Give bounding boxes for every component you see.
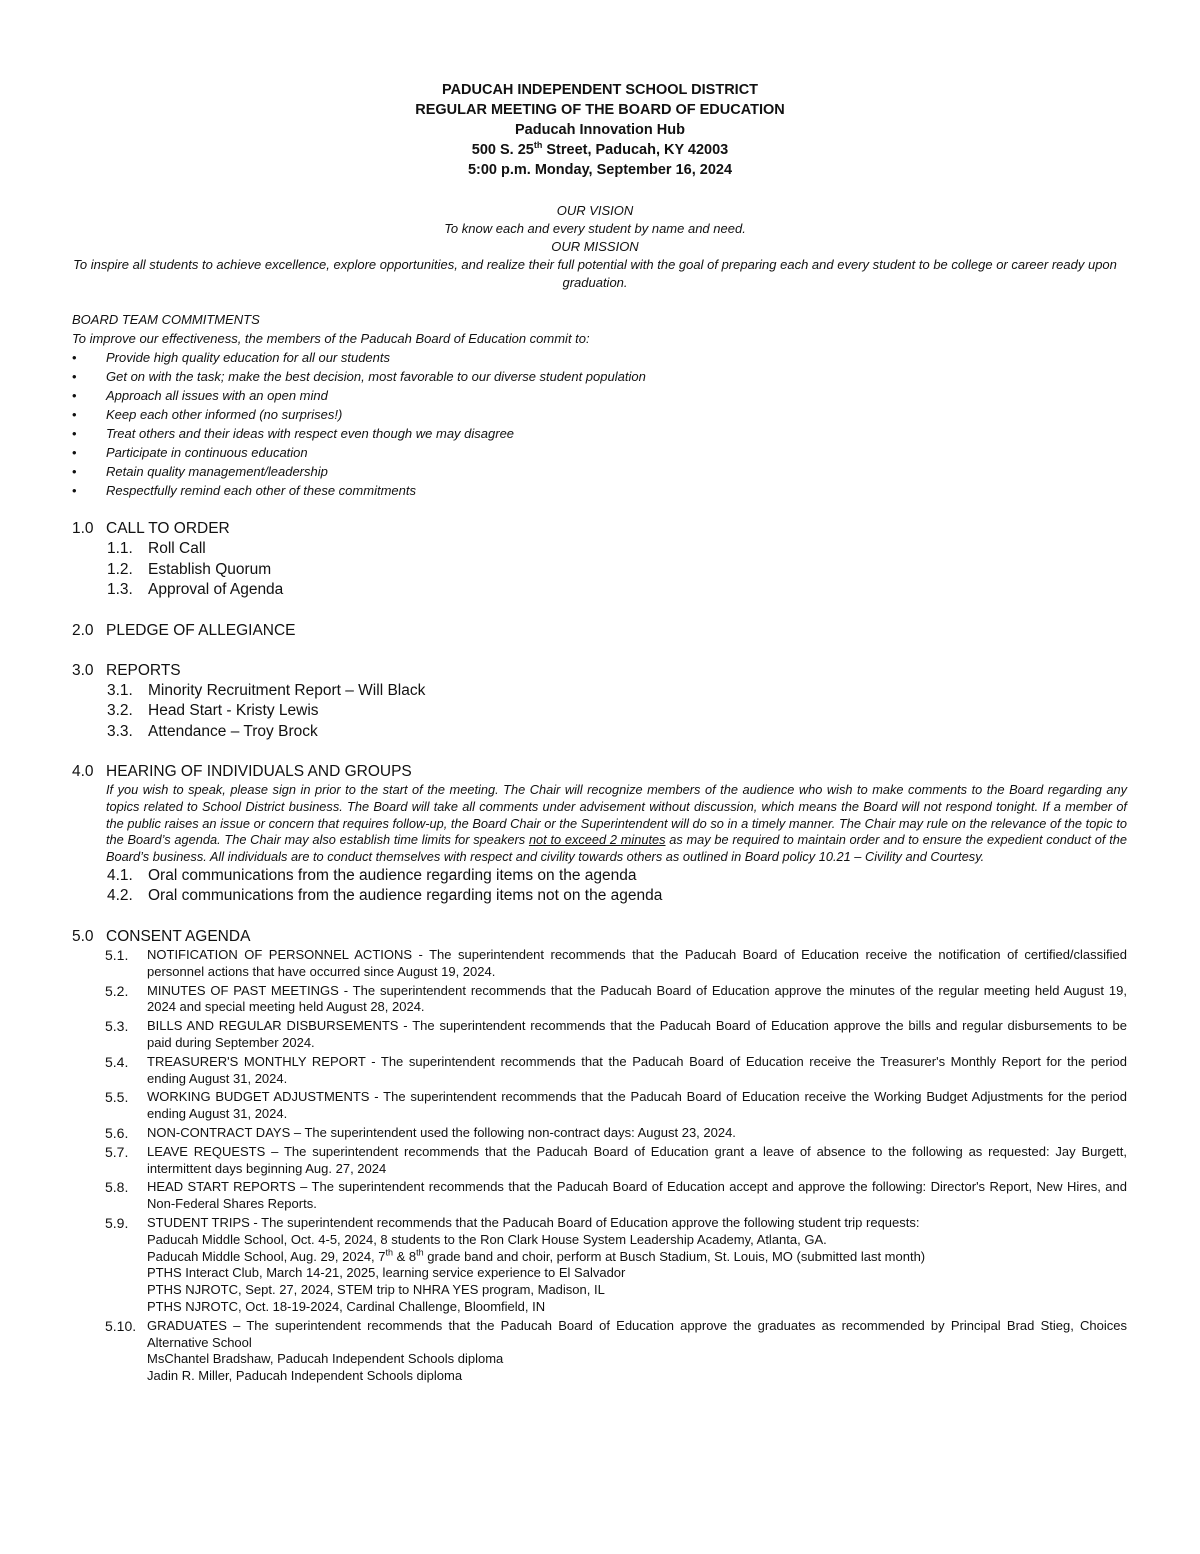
commitments-title: BOARD TEAM COMMITMENTS xyxy=(72,312,260,327)
list-item: • Provide high quality education for all our students xyxy=(72,348,1122,367)
document-header xyxy=(0,80,1200,180)
meeting-title: REGULAR MEETING OF THE BOARD OF EDUCATION xyxy=(415,102,785,118)
vision-title: OUR VISION xyxy=(556,203,634,218)
mission-text: To inspire all students to achieve excellence, explore opportunities, and realize their full potential with the goal of preparing each and every student to be college or career ready upon graduation. xyxy=(73,257,1117,290)
graduate-line: Jadin R. Miller, Paducah Independent Schools diploma xyxy=(147,1368,463,1384)
consent-item-bills: 5.3. BILLS AND REGULAR DISBURSEMENTS - The superintendent recommends that the Paducah Board of Education approve the bills and regular disbursements to be paid during September 2024. xyxy=(105,1018,1127,1050)
consent-item-treasurer: 5.4. TREASURER'S MONTHLY REPORT - The superintendent recommends that the Paducah Board of Education receive the Treasurer's Monthly Report for the period ending August 31, 2024. xyxy=(105,1053,1127,1086)
trip-line: PTHS NJROTC, Oct. 18-19-2024, Cardinal Challenge, Bloomfield, IN xyxy=(147,1298,546,1314)
list-item: • Get on with the task; make the best decision, most favorable to our diverse student population xyxy=(72,367,1122,386)
district-name: PADUCAH INDEPENDENT SCHOOL DISTRICT xyxy=(441,82,759,98)
section-title: REPORTS xyxy=(106,661,181,679)
trip-line: Paducah Middle School, Oct. 4-5, 2024, 8 students to the Ron Clark House System Leadership Academy, Atlanta, GA. xyxy=(147,1231,827,1247)
mission-title: OUR MISSION xyxy=(551,239,639,254)
list-item: • Treat others and their ideas with respect even though we may disagree xyxy=(72,424,1122,443)
list-item: • Respectfully remind each other of these commitments xyxy=(72,481,1122,500)
consent-item-budget: 5.5. WORKING BUDGET ADJUSTMENTS - The superintendent recommends that the Paducah Board of Education receive the Working Budget Adjustments for the period ending August 31, 2024. xyxy=(105,1089,1127,1122)
consent-item-non-contract-days: 5.6. NON-CONTRACT DAYS – The superintendent used the following non-contract days: August 23, 2024. xyxy=(105,1124,736,1141)
meeting-address: 500 S. 25th Street, Paducah, KY 42003 xyxy=(471,140,729,158)
list-item: 3.1. Minority Recruitment Report – Will Black xyxy=(107,681,426,699)
trip-line: PTHS Interact Club, March 14-21, 2025, learning service experience to El Salvador xyxy=(147,1265,626,1281)
consent-item-personnel: 5.1. NOTIFICATION OF PERSONNEL ACTIONS - The superintendent recommends that the Paducah Board of Education receive the notification of certified/classified personnel actions that have occurred since August 19, 2024. xyxy=(105,946,1127,979)
trip-line: PTHS NJROTC, Sept. 27, 2024, STEM trip to NHRA YES program, Madison, IL xyxy=(147,1282,605,1298)
graduate-line: MsChantel Bradshaw, Paducah Independent Schools diploma xyxy=(147,1351,504,1367)
consent-item-minutes: 5.2. MINUTES OF PAST MEETINGS - The superintendent recommends that the Paducah Board of Education approve the minutes of the regular meeting held August 19, 2024 and special meeting held August 28, 2024. xyxy=(105,982,1127,1015)
board-commitments xyxy=(72,310,1122,500)
list-item: 4.2. Oral communications from the audience regarding items not on the agenda xyxy=(107,887,663,905)
section-hearing xyxy=(72,761,1127,907)
section-number: 5.0 xyxy=(72,927,94,945)
section-reports xyxy=(72,660,1127,743)
section-number: 1.0 xyxy=(72,520,94,537)
section-call-to-order xyxy=(72,518,1127,601)
section-number: 4.0 xyxy=(72,763,94,780)
section-number: 3.0 xyxy=(72,661,94,679)
vision-mission xyxy=(70,202,1120,292)
consent-item-graduates: 5.10. GRADUATES – The superintendent recommends that the Paducah Board of Education approve the graduates as recommended by Principal Brad Stieg, Choices Alternative School MsChantel Bradshaw, Paducah Independent Schools diploma Jadin R. Miller, Paducah Independent Schools diploma xyxy=(105,1317,1127,1384)
list-item: • Retain quality management/leadership xyxy=(72,462,1122,481)
list-item: • Participate in continuous education xyxy=(72,443,1122,462)
consent-item-leave: 5.7. LEAVE REQUESTS – The superintendent recommends that the Paducah Board of Education grant a leave of absence to the following as requested: Jay Burgett, intermittent days beginning Aug. 27, 2024 xyxy=(105,1143,1127,1176)
list-item: 1.3. Approval of Agenda xyxy=(107,581,284,598)
consent-item-head-start: 5.8. HEAD START REPORTS – The superintendent recommends that the Paducah Board of Education accept and approve the following: Director's Report, New Hires, and Non-Federal Shares Reports. xyxy=(105,1179,1127,1212)
section-number: 2.0 xyxy=(72,621,94,639)
list-item: 1.1. Roll Call xyxy=(107,540,206,557)
agenda-body xyxy=(72,518,1127,1387)
list-item: 1.2. Establish Quorum xyxy=(107,560,272,578)
list-item: 4.1. Oral communications from the audience regarding items on the agenda xyxy=(107,866,637,884)
list-item: • Keep each other informed (no surprises!) xyxy=(72,405,1122,424)
meeting-datetime: 5:00 p.m. Monday, September 16, 2024 xyxy=(467,162,733,178)
list-item: • Approach all issues with an open mind xyxy=(72,386,1122,405)
meeting-venue: Paducah Innovation Hub xyxy=(515,122,685,138)
section-title: PLEDGE OF ALLEGIANCE xyxy=(106,621,296,639)
section-consent-agenda xyxy=(72,926,1127,1385)
section-pledge xyxy=(72,620,1127,641)
section-title: HEARING OF INDIVIDUALS AND GROUPS xyxy=(106,763,412,780)
commitments-list xyxy=(72,348,1122,500)
hearing-instructions: If you wish to speak, please sign in prior to the start of the meeting. The Chair will recognize members of the audience who wish to make comments to the Board regarding any topics related to School District business. The Board will take all comments under advisement without discussion, which means the Board will not respond tonight. If a member of the public raises an issue or concern that requires follow-up, the Board Chair or the Superintendent will do so in a timely manner. The Chair may rule on the relevance of the topic to the Board’s agenda. The Chair may also establish time limits for speakers not to exceed 2 minutes as may be required to maintain order and to ensure the expedient conduct of the Board’s business. All individuals are to conduct themselves with respect and civility towards others as outlined in Board policy 10.21 – Civility and Courtesy. xyxy=(106,782,1127,865)
trip-line: Paducah Middle School, Aug. 29, 2024, 7th & 8th grade band and choir, perform at Busch Stadium, St. Louis, MO (submitted last month) xyxy=(147,1247,926,1264)
section-title: CALL TO ORDER xyxy=(106,520,230,537)
consent-item-student-trips: 5.9. STUDENT TRIPS - The superintendent recommends that the Paducah Board of Education approve the following student trip requests: Paducah Middle School, Oct. 4-5, 2024, 8 students to the Ron Clark House System Leadership Academy, Atlanta, GA. Paducah Middle School, Aug. 29, 2024, 7th & 8th grade band and choir, perform at Busch Stadium, St. Louis, MO (submitted last month) PTHS Interact Club, March 14-21, 2025, learning service experience to El Salvador PTHS NJROTC, Sept. 27, 2024, STEM trip to NHRA YES program, Madison, IL PTHS NJROTC, Oct. 18-19-2024, Cardinal Challenge, Bloomfield, IN xyxy=(105,1215,1127,1316)
list-item: 3.2. Head Start - Kristy Lewis xyxy=(107,702,319,719)
section-title: CONSENT AGENDA xyxy=(106,927,251,945)
commitments-intro: To improve our effectiveness, the members of the Paducah Board of Education commit to: xyxy=(72,331,590,346)
vision-text: To know each and every student by name and need. xyxy=(444,221,746,236)
list-item: 3.3. Attendance – Troy Brock xyxy=(107,722,318,740)
